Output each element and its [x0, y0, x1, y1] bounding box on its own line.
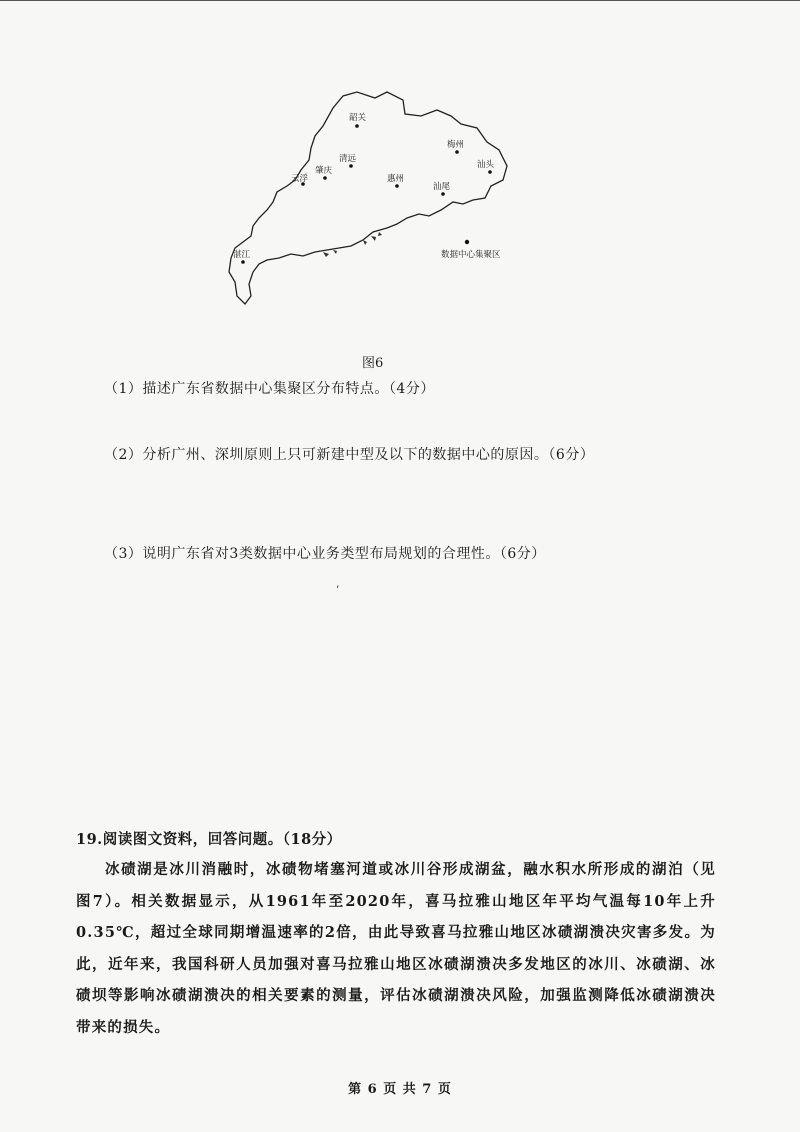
province-outline	[229, 92, 507, 304]
city-label-zhanjiang: 湛江	[233, 250, 251, 260]
city-label-shanwei: 汕尾	[433, 182, 451, 192]
city-dot-zhaoqing	[323, 176, 327, 180]
city-label-shantou: 汕头	[477, 160, 495, 170]
guangdong-outline-svg	[215, 86, 525, 316]
city-label-zhaoqing: 肇庆	[315, 166, 333, 176]
city-dot-shantou	[488, 170, 492, 174]
question-2: （2）分析广州、深圳原则上只可新建中型及以下的数据中心的原因。（6分）	[104, 447, 595, 463]
city-label-qingyuan: 清远	[339, 154, 357, 164]
city-dot-zhanjiang	[241, 260, 245, 264]
question-1: （1）描述广东省数据中心集聚区分布特点。（4分）	[104, 381, 435, 397]
section-19-paragraph: 冰碛湖是冰川消融时，冰碛物堵塞河道或冰川谷形成湖盆，融水积水所形成的湖泊（见图7）。相关数据显示，从1961年至2020年，喜马拉雅山地区年平均气温每10年上升0.35℃，超过全球同期增温速率的2倍，由此导致喜马拉雅山地区冰碛湖溃决灾害多发。为此，近年来，我国科研人员加强对喜马拉雅山地区冰碛湖溃决多发地区的冰川、冰碛湖、冰碛坝等影响冰碛湖溃决的相关要素的测量，评估冰碛湖溃决风险，加强监测降低冰碛湖溃决带来的损失。	[76, 861, 716, 1036]
section-19-heading: 19.阅读图文资料，回答问题。（18分）	[76, 831, 342, 848]
legend-label: 数据中心集聚区	[441, 250, 501, 260]
city-dot-qingyuan	[349, 164, 353, 168]
scan-edge	[0, 0, 800, 6]
city-label-meizhou: 梅州	[447, 140, 465, 150]
city-dot-shanwei	[441, 192, 445, 196]
stray-pen-mark: ’	[336, 585, 340, 596]
figure-caption: 图6	[362, 356, 384, 371]
city-label-yunfu: 云浮	[291, 174, 309, 184]
city-dot-shaoguan	[355, 124, 359, 128]
city-label-shaoguan: 韶关	[349, 113, 367, 123]
question-3: （3）说明广东省对3类数据中心业务类型布局规划的合理性。（6分）	[104, 546, 546, 562]
page-footer: 第 6 页 共 7 页	[348, 1082, 452, 1097]
guangdong-map	[215, 86, 525, 316]
city-label-huizhou: 惠州	[387, 174, 405, 184]
city-dot-huizhou	[395, 184, 399, 188]
city-dot-meizhou	[455, 150, 459, 154]
legend-dot	[465, 240, 469, 244]
coast-islands	[323, 232, 382, 257]
